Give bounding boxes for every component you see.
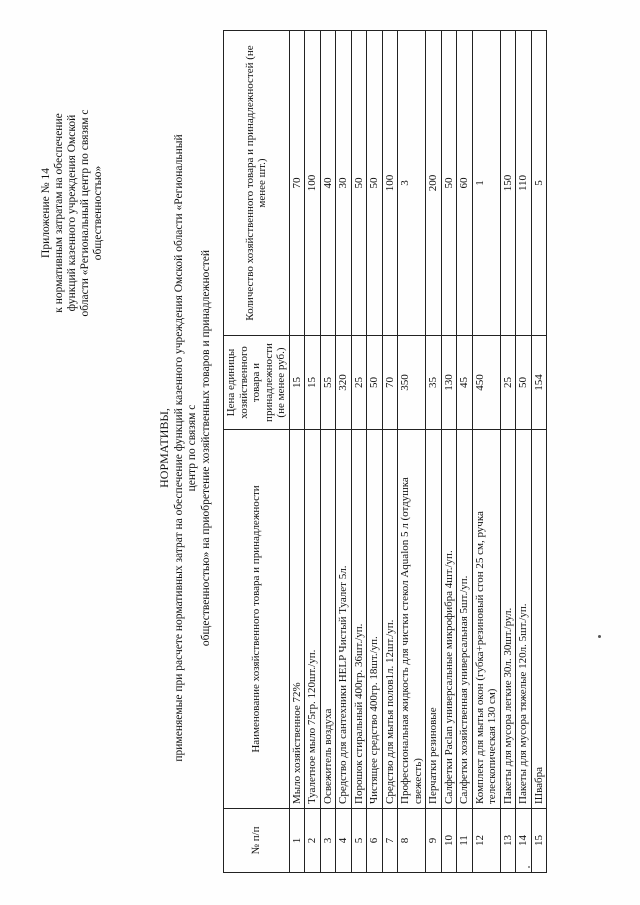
table-row: [426, 31, 442, 873]
cell-num: 6: [367, 809, 383, 873]
appendix-line: общественностью»: [92, 165, 104, 261]
table-row: [500, 31, 516, 873]
cell-price: 25: [500, 336, 516, 430]
cell-price: 45: [457, 336, 473, 430]
cell-num: 8: [398, 809, 426, 873]
cell-num: 7: [382, 809, 398, 873]
table-row: [367, 31, 383, 873]
norms-table: [223, 30, 547, 873]
table-row: [382, 31, 398, 873]
cell-qty: 50: [441, 31, 457, 336]
cell-num: 4: [336, 809, 352, 873]
cell-num: 2: [305, 809, 321, 873]
table-row: [351, 31, 367, 873]
header-name: Наименование хозяйственного товара и принадлежности: [224, 430, 290, 809]
header-num: № п/п: [224, 809, 290, 873]
cell-num: 11: [457, 809, 473, 873]
cell-name: Мыло хозяйственное 72%: [289, 430, 305, 809]
appendix-line: функций казенного учреждения Омской: [66, 114, 78, 312]
cell-qty: 40: [320, 31, 336, 336]
table-row: [305, 31, 321, 873]
scan-speck: [528, 866, 530, 868]
cell-qty: 1: [472, 31, 500, 336]
cell-name: Швабра: [531, 430, 547, 809]
cell-name: Перчатки резиновые: [426, 430, 442, 809]
cell-num: 14: [516, 809, 532, 873]
document-title: [158, 128, 213, 768]
cell-price: 35: [426, 336, 442, 430]
cell-name: Салфетки хозяйственная универсальная 5шт./уп.: [457, 430, 473, 809]
header-price: Цена единицы хозяйственного товара и принадлежности (не менее руб.): [224, 336, 290, 430]
table-row: [472, 31, 500, 873]
cell-num: 9: [426, 809, 442, 873]
cell-qty: 30: [336, 31, 352, 336]
cell-price: 50: [367, 336, 383, 430]
cell-name: Пакеты для мусора тяжелые 120л. 5шт./уп.: [516, 430, 532, 809]
cell-price: 130: [441, 336, 457, 430]
header-qty: Количество хозяйственного товара и принадлежностей (не менее шт.): [224, 31, 290, 336]
cell-qty: 110: [516, 31, 532, 336]
table-row: [398, 31, 426, 873]
cell-num: 13: [500, 809, 516, 873]
table-row: [441, 31, 457, 873]
appendix-line: Приложение № 14: [40, 168, 52, 258]
cell-qty: 50: [351, 31, 367, 336]
cell-price: 50: [516, 336, 532, 430]
cell-qty: 50: [367, 31, 383, 336]
cell-num: 1: [289, 809, 305, 873]
appendix-line: области «Региональный центр по связям с: [79, 109, 91, 317]
cell-num: 15: [531, 809, 547, 873]
cell-name: Порошок стиральный 400гр. 36шт./уп.: [351, 430, 367, 809]
appendix-note: [40, 43, 105, 383]
cell-name: Средство для сантехники HELP Чистый Туалет 5л.: [336, 430, 352, 809]
cell-price: 320: [336, 336, 352, 430]
cell-qty: 200: [426, 31, 442, 336]
cell-price: 15: [305, 336, 321, 430]
table-row: [516, 31, 532, 873]
cell-price: 450: [472, 336, 500, 430]
cell-num: 5: [351, 809, 367, 873]
table-row: [531, 31, 547, 873]
cell-qty: 5: [531, 31, 547, 336]
cell-num: 10: [441, 809, 457, 873]
title-heading: НОРМАТИВЫ,: [157, 408, 171, 488]
cell-name: Освежитель воздуха: [320, 430, 336, 809]
cell-num: 12: [472, 809, 500, 873]
cell-price: 15: [289, 336, 305, 430]
cell-name: Профессиональная жидкость для чистки стекол Aqualon 5 л (отдушка свежесть): [398, 430, 426, 809]
cell-name: Средство для мытья полов1л. 12шт./уп.: [382, 430, 398, 809]
title-line: общественностью» на приобретение хозяйственных товаров и принадлежностей: [199, 249, 212, 647]
table-row: [320, 31, 336, 873]
cell-qty: 100: [305, 31, 321, 336]
appendix-line: к нормативным затратам на обеспечение: [53, 113, 65, 313]
table-row: [289, 31, 305, 873]
cell-name: Чистящее средство 400гр. 18шт./уп.: [367, 430, 383, 809]
cell-price: 350: [398, 336, 426, 430]
title-line: применяемые при расчете нормативных затрат на обеспечение функций казенного учреждения Омской области «Региональный центр по связям с: [172, 134, 198, 762]
cell-name: Пакеты для мусора легкие 30л. 30шт./рул.: [500, 430, 516, 809]
cell-name: Комплект для мытья окон (губка+резиновый сгон 25 см, ручка телескопическая 130 см): [472, 430, 500, 809]
cell-qty: 3: [398, 31, 426, 336]
cell-name: Салфетки Paclan универсальные микрофибра 4шт./уп.: [441, 430, 457, 809]
document-page: [8, 16, 628, 888]
cell-qty: 150: [500, 31, 516, 336]
cell-price: 70: [382, 336, 398, 430]
cell-price: 154: [531, 336, 547, 430]
cell-qty: 100: [382, 31, 398, 336]
table-row: [457, 31, 473, 873]
cell-num: 3: [320, 809, 336, 873]
table-header-row: [224, 31, 290, 873]
cell-price: 55: [320, 336, 336, 430]
cell-name: Туалетное мыло 75гр. 120шт./уп.: [305, 430, 321, 809]
cell-qty: 70: [289, 31, 305, 336]
cell-price: 25: [351, 336, 367, 430]
scan-speck: [598, 635, 601, 638]
table-row: [336, 31, 352, 873]
cell-qty: 60: [457, 31, 473, 336]
